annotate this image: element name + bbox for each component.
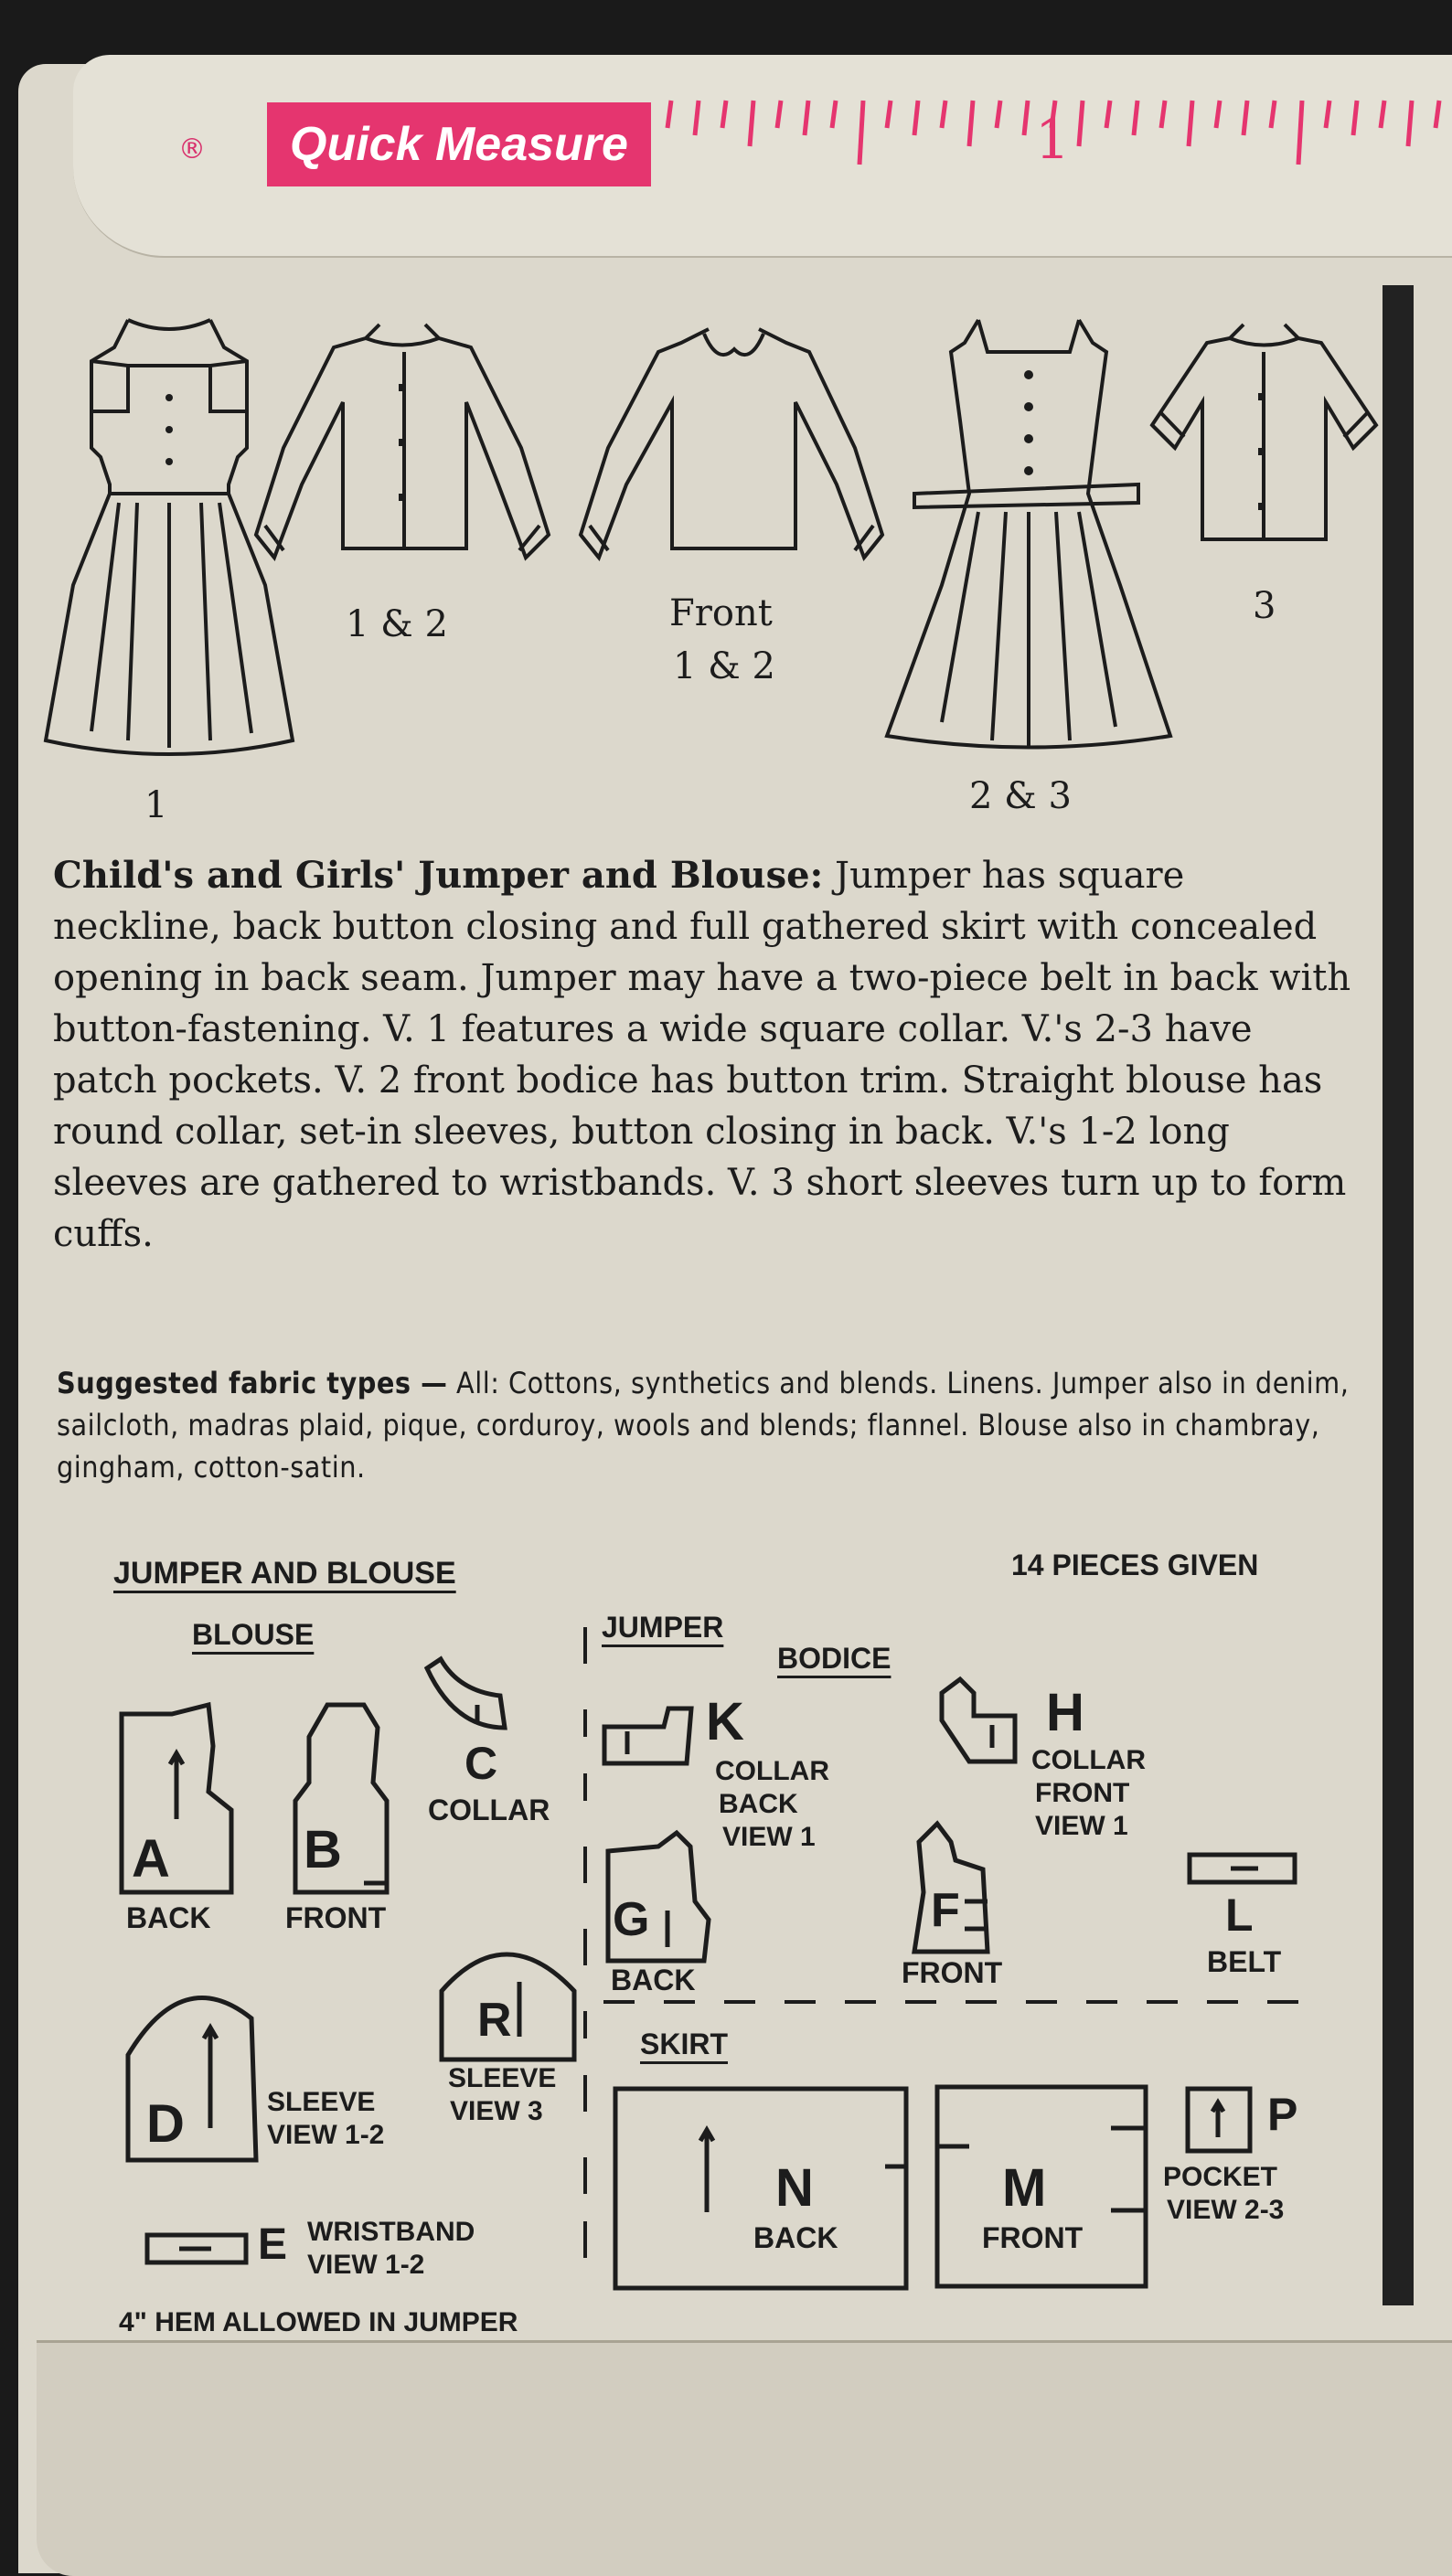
view-3-label: 3 bbox=[1253, 585, 1276, 627]
piece-e-letter: E bbox=[258, 2220, 288, 2269]
ruler-number: 1 bbox=[1035, 108, 1071, 172]
piece-r-letter: R bbox=[477, 1994, 512, 2047]
piece-n-name: BACK bbox=[753, 2221, 838, 2254]
piece-h-collar-front-shape bbox=[933, 1675, 1042, 1766]
view-1-2-label: 1 & 2 bbox=[346, 603, 448, 645]
description-title: Child's and Girls' Jumper and Blouse: bbox=[53, 854, 824, 897]
pieces-count: 14 PIECES GIVEN bbox=[1011, 1549, 1259, 1581]
fabric-text: All: Cottons, synthetics and blends. Linens. Jumper also in denim, sailcloth, madras plaid, pique, corduroy, wools and blends; flannel. Blouse also in chambray, gingham, cotton-satin. bbox=[57, 1366, 1350, 1485]
fabric-suggestions bbox=[57, 1362, 1355, 1488]
description-body: Jumper has square neckline, back button closing and full gathered skirt with concealed opening in back seam. Jumper may have a two-piece belt in back with button-fastening. V. 1 features a wide square collar. V.'s 2-3 have patch pockets. V. 2 front bodice has button trim. Straight blouse has round collar, set-in sleeves, button closing in back. V.'s 1-2 long sleeves are gathered to wristbands. V. 3 short sleeves turn up to form cuffs. bbox=[53, 855, 1351, 1255]
bodice-heading: BODICE bbox=[777, 1642, 891, 1675]
fabric-heading: Suggested fabric types — bbox=[57, 1366, 448, 1400]
piece-d-name: SLEEVE bbox=[267, 2087, 376, 2117]
piece-p-name: POCKET bbox=[1163, 2162, 1278, 2192]
piece-p-view: VIEW 2-3 bbox=[1167, 2195, 1285, 2225]
piece-a-letter: A bbox=[132, 1829, 170, 1889]
piece-n-letter: N bbox=[775, 2158, 814, 2218]
view-1-2-blouse-front-illustration bbox=[571, 311, 891, 576]
piece-k-view: VIEW 1 bbox=[722, 1822, 816, 1852]
piece-d-letter: D bbox=[146, 2094, 185, 2154]
registered-mark: ® bbox=[178, 133, 206, 165]
quick-measure-badge: Quick Measure bbox=[267, 102, 651, 186]
piece-p-letter: P bbox=[1267, 2089, 1298, 2140]
piece-c-name: COLLAR bbox=[428, 1794, 550, 1826]
skirt-heading: SKIRT bbox=[640, 2028, 728, 2060]
view-1-2-blouse-back-illustration bbox=[247, 311, 558, 576]
edge-shadow-bar bbox=[1383, 285, 1414, 2305]
view-2-3-label: 2 & 3 bbox=[969, 775, 1072, 817]
piece-l-letter: L bbox=[1225, 1889, 1254, 1941]
piece-m-name: FRONT bbox=[982, 2221, 1084, 2254]
hem-note: 4" HEM ALLOWED IN JUMPER bbox=[119, 2307, 518, 2337]
piece-f-letter: F bbox=[931, 1884, 960, 1937]
pattern-description bbox=[53, 850, 1351, 1260]
piece-e-wristband-shape bbox=[143, 2230, 252, 2267]
piece-a-name: BACK bbox=[126, 1901, 211, 1934]
blouse-heading: BLOUSE bbox=[192, 1618, 315, 1651]
jumper-heading: JUMPER bbox=[602, 1611, 724, 1644]
pieces-section-title: JUMPER AND BLOUSE bbox=[113, 1556, 456, 1591]
piece-l-name: BELT bbox=[1207, 1945, 1282, 1978]
piece-e-view: VIEW 1-2 bbox=[307, 2250, 425, 2280]
piece-r-view: VIEW 3 bbox=[450, 2096, 543, 2126]
piece-k-name2: BACK bbox=[719, 1789, 798, 1819]
section-divider bbox=[576, 1618, 594, 2267]
piece-l-belt-shape bbox=[1185, 1850, 1299, 1887]
piece-e-name: WRISTBAND bbox=[307, 2217, 475, 2247]
piece-g-letter: G bbox=[613, 1893, 650, 1946]
piece-n-back-shape bbox=[611, 2084, 913, 2294]
piece-b-name: FRONT bbox=[285, 1901, 387, 1934]
front-1-2-label: 1 & 2 bbox=[673, 645, 775, 687]
piece-h-name2: FRONT bbox=[1035, 1778, 1130, 1808]
piece-h-letter: H bbox=[1046, 1683, 1084, 1742]
view-3-blouse-illustration bbox=[1143, 311, 1381, 548]
piece-c-collar-shape bbox=[422, 1655, 514, 1737]
envelope-bottom-flap bbox=[37, 2340, 1452, 2576]
piece-b-letter: B bbox=[304, 1820, 342, 1879]
piece-k-letter: K bbox=[706, 1692, 744, 1751]
front-label: Front bbox=[669, 592, 773, 634]
piece-c-letter: C bbox=[464, 1738, 498, 1789]
piece-h-name: COLLAR bbox=[1031, 1745, 1146, 1775]
piece-d-sleeve-shape bbox=[119, 1982, 265, 2165]
skirt-divider bbox=[603, 1993, 1326, 2011]
piece-m-letter: M bbox=[1002, 2158, 1047, 2218]
view-1-label: 1 bbox=[144, 784, 168, 826]
piece-r-name: SLEEVE bbox=[448, 2063, 557, 2093]
piece-h-view: VIEW 1 bbox=[1035, 1811, 1128, 1841]
piece-f-name: FRONT bbox=[902, 1956, 1003, 1989]
piece-k-name: COLLAR bbox=[715, 1756, 829, 1786]
piece-k-collar-back-shape bbox=[600, 1704, 700, 1768]
piece-p-pocket-shape bbox=[1183, 2084, 1256, 2157]
piece-g-name: BACK bbox=[611, 1964, 696, 1996]
piece-d-view: VIEW 1-2 bbox=[267, 2120, 385, 2150]
view-2-3-jumper-illustration bbox=[878, 311, 1180, 750]
